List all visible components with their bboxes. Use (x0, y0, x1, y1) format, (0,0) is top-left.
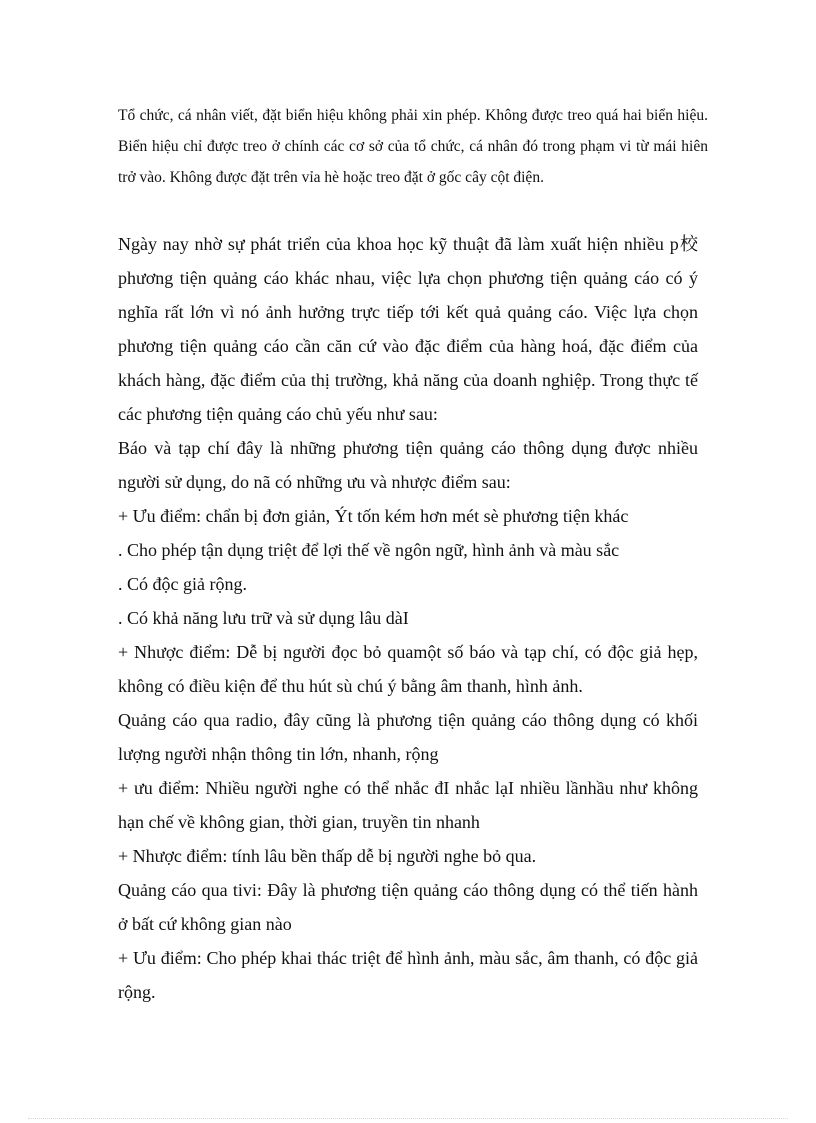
list-item: + Ưu điểm: chẩn bị đơn giản, Ýt tốn kém hơn mét sè phương tiện khác (118, 506, 629, 526)
list-item: + ưu điểm: Nhiều người nghe có thể nhắc đI nhắc lạI nhiều lầnhầu như không hạn chế về không gian, thời gian, truyền tin nhanh (118, 778, 698, 832)
list-item: + Ưu điểm: Cho phép khai thác triệt để hình ảnh, màu sắc, âm thanh, có độc giả rộng. (118, 948, 698, 1002)
intro-paragraph: Tổ chức, cá nhân viết, đặt biển hiệu không phải xin phép. Không được treo quá hai biển hiệu. Biển hiệu chỉ được treo ở chính các cơ sở của tổ chức, cá nhân đó trong phạm vi từ mái hiên trở vào. Không được đặt trên vỉa hè hoặc treo đặt ở gốc cây cột điện. (118, 107, 708, 186)
list-item: . Có khả năng lưu trữ và sử dụng lâu dàI (118, 608, 409, 628)
paragraph: Quảng cáo qua radio, đây cũng là phương tiện quảng cáo thông dụng có khối lượng người nhận thông tin lớn, nhanh, rộng (118, 710, 698, 764)
list-item: . Cho phép tận dụng triệt để lợi thế về ngôn ngữ, hình ảnh và màu sắc (118, 540, 620, 560)
list-item: + Nhược điểm: Dễ bị người đọc bỏ quamột số báo và tạp chí, có độc giả hẹp, không có điều kiện để thu hút sù chú ý bằng âm thanh, hình ảnh. (118, 642, 698, 696)
paragraph: Ngày nay nhờ sự phát triển của khoa học kỹ thuật đã làm xuất hiện nhiều p校 phương tiện quảng cáo khác nhau, việc lựa chọn phương tiện quảng cáo có ý nghĩa rất lớn vì nó ảnh hưởng trực tiếp tới kết quả quảng cáo. Việc lựa chọn phương tiện quảng cáo cần căn cứ vào đặc điểm của hàng hoá, đặc điểm của khách hàng, đặc điểm của thị trường, khả năng của doanh nghiệp. Trong thực tế các phương tiện quảng cáo chủ yếu như sau: (118, 234, 698, 424)
list-item: . Có độc giả rộng. (118, 574, 247, 594)
list-item: + Nhược điểm: tính lâu bền thấp dễ bị người nghe bỏ qua. (118, 846, 537, 866)
paragraph: Báo và tạp chí đây là những phương tiện quảng cáo thông dụng được nhiều người sử dụng, do nã có những ưu và nhược điểm sau: (118, 438, 698, 492)
page-bottom-divider (28, 1118, 788, 1119)
document-body (118, 227, 698, 1009)
paragraph: Quảng cáo qua tivi: Đây là phương tiện quảng cáo thông dụng có thể tiến hành ở bất cứ không gian nào (118, 880, 698, 934)
